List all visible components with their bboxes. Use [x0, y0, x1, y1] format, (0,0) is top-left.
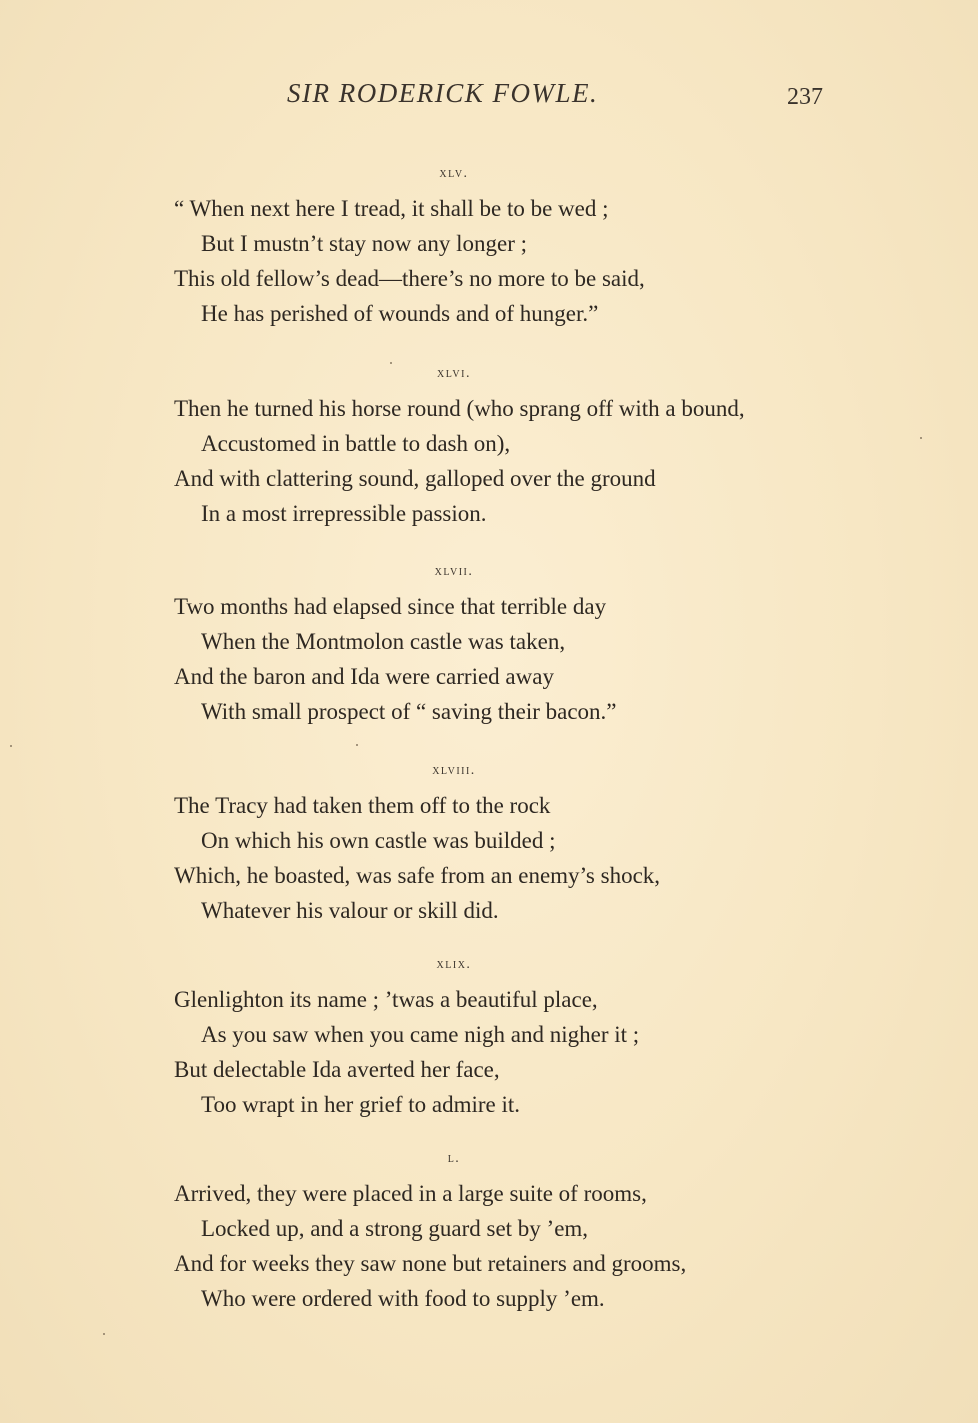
stanza-number: xlviii.	[432, 763, 476, 778]
stanza-line: Two months had elapsed since that terrible day	[174, 594, 607, 619]
paper-speck	[390, 362, 392, 364]
stanza-xlvii	[174, 564, 864, 729]
stanza-xlv	[174, 166, 864, 331]
stanza-line: But I mustn’t stay now any longer ;	[201, 231, 528, 256]
stanza-line: And for weeks they saw none but retainers and grooms,	[174, 1251, 687, 1276]
paper-speck	[356, 744, 358, 746]
paper-speck	[103, 1333, 105, 1335]
stanza-number: xlvii.	[434, 564, 474, 579]
stanza-line: Accustomed in battle to dash on),	[201, 431, 511, 456]
stanza-line: When the Montmolon castle was taken,	[201, 629, 566, 654]
running-head	[0, 78, 978, 118]
stanza-line: Whatever his valour or skill did.	[201, 898, 499, 923]
stanza-line: “ When next here I tread, it shall be to be wed ;	[174, 196, 609, 221]
stanza-line: Too wrapt in her grief to admire it.	[201, 1092, 521, 1117]
running-title: SIR RODERICK FOWLE.	[287, 78, 599, 108]
stanza-line: He has perished of wounds and of hunger.”	[201, 301, 599, 326]
stanza-line: The Tracy had taken them off to the rock	[174, 793, 551, 818]
stanza-line: And the baron and Ida were carried away	[174, 664, 554, 689]
stanza-xlvi	[174, 366, 864, 531]
stanza-line: Arrived, they were placed in a large suite of rooms,	[174, 1181, 647, 1206]
stanza-number: xlv.	[439, 166, 469, 181]
stanza-line: Glenlighton its name ; ’twas a beautiful place,	[174, 987, 598, 1012]
stanza-number: xlvi.	[437, 366, 471, 381]
stanza-line: And with clattering sound, galloped over the ground	[174, 466, 656, 491]
stanza-l	[174, 1151, 864, 1316]
stanza-line: Locked up, and a strong guard set by ’em,	[201, 1216, 589, 1241]
stanza-line: With small prospect of “ saving their bacon.”	[201, 699, 617, 724]
stanza-line: As you saw when you came nigh and nigher it ;	[201, 1022, 640, 1047]
stanza-line: This old fellow’s dead—there’s no more to be said,	[174, 266, 645, 291]
stanza-line: Then he turned his horse round (who sprang off with a bound,	[174, 396, 745, 421]
stanza-line: Which, he boasted, was safe from an enemy’s shock,	[174, 863, 661, 888]
stanza-line: Who were ordered with food to supply ’em.	[201, 1286, 605, 1311]
stanza-number: l.	[447, 1151, 461, 1166]
stanza-line: On which his own castle was builded ;	[201, 828, 556, 853]
stanza-line: In a most irrepressible passion.	[201, 501, 487, 526]
stanza-xlviii	[174, 763, 864, 928]
paper-speck	[920, 437, 922, 439]
paper-speck	[10, 745, 12, 747]
stanza-xlix	[174, 957, 864, 1122]
stanza-line: But delectable Ida averted her face,	[174, 1057, 500, 1082]
stanza-number: xlix.	[436, 957, 472, 972]
page-number: 237	[787, 84, 823, 110]
